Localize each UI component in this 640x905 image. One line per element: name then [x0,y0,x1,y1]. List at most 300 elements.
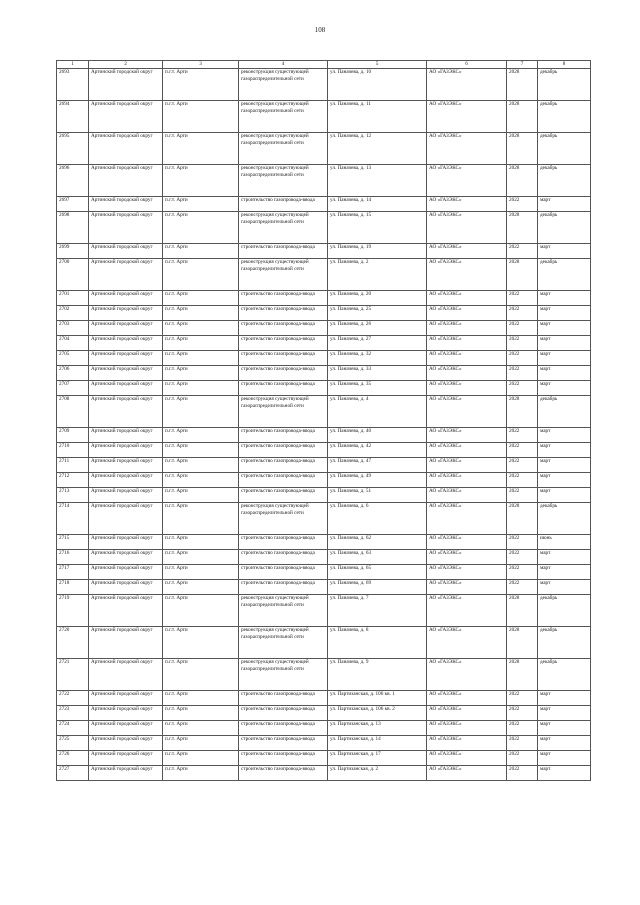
work-type-cell: строительство газопровода-ввода [239,321,328,336]
address-cell: ул. Паначева, д. 15 [328,212,427,244]
address-cell: ул. Паначева, д. 35 [328,381,427,396]
row-number: 2699 [57,244,89,259]
address-cell: ул. Паначева, д. 6 [328,503,427,535]
district-cell: Артинский городской округ [89,133,163,165]
table-row [57,197,591,212]
row-number: 2693 [57,69,89,101]
address-cell: ул. Паначева, д. 69 [328,580,427,595]
month-cell: декабрь [538,212,591,244]
month-cell: март [538,580,591,595]
locality-cell: п.г.т. Арти [163,212,239,244]
address-cell: ул. Паначева, д. 47 [328,458,427,473]
year-cell: 2028 [507,503,538,535]
locality-cell: п.г.т. Арти [163,473,239,488]
month-cell: март [538,736,591,751]
work-type-cell: строительство газопровода-ввода [239,580,328,595]
organization-cell: АО «ГАЗЭКС» [427,165,507,197]
row-number: 2696 [57,165,89,197]
month-cell: декабрь [538,396,591,428]
locality-cell: п.г.т. Арти [163,133,239,165]
row-number: 2716 [57,550,89,565]
row-number: 2715 [57,535,89,550]
organization-cell: АО «ГАЗЭКС» [427,366,507,381]
district-cell: Артинский городской округ [89,751,163,766]
table-row [57,766,591,781]
organization-cell: АО «ГАЗЭКС» [427,396,507,428]
year-cell: 2022 [507,336,538,351]
address-cell: ул. Паначева, д. 26 [328,321,427,336]
work-type-cell: реконструкция существующей газораспределительной сети [239,503,328,535]
organization-cell: АО «ГАЗЭКС» [427,580,507,595]
column-header: 1 [57,61,89,69]
column-header: 8 [538,61,591,69]
table-row [57,443,591,458]
district-cell: Артинский городской округ [89,396,163,428]
year-cell: 2028 [507,627,538,659]
year-cell: 2022 [507,766,538,781]
district-cell: Артинский городской округ [89,550,163,565]
work-type-cell: реконструкция существующей газораспределительной сети [239,595,328,627]
locality-cell: п.г.т. Арти [163,736,239,751]
district-cell: Артинский городской округ [89,291,163,306]
organization-cell: АО «ГАЗЭКС» [427,351,507,366]
month-cell: март [538,458,591,473]
row-number: 2703 [57,321,89,336]
locality-cell: п.г.т. Арти [163,535,239,550]
year-cell: 2022 [507,751,538,766]
table-row [57,133,591,165]
district-cell: Артинский городской округ [89,197,163,212]
district-cell: Артинский городской округ [89,659,163,691]
locality-cell: п.г.т. Арти [163,659,239,691]
address-cell: ул. Паначева, д. 63 [328,550,427,565]
address-cell: ул. Партизанская, д. 106 кв. 1 [328,691,427,706]
organization-cell: АО «ГАЗЭКС» [427,259,507,291]
table-row [57,473,591,488]
table-row [57,101,591,133]
district-cell: Артинский городской округ [89,336,163,351]
work-type-cell: строительство газопровода-ввода [239,736,328,751]
district-cell: Артинский городской округ [89,565,163,580]
row-number: 2710 [57,443,89,458]
address-cell: ул. Паначева, д. 42 [328,443,427,458]
year-cell: 2022 [507,488,538,503]
address-cell: ул. Паначева, д. 10 [328,69,427,101]
page-number: 108 [314,26,326,34]
year-cell: 2028 [507,165,538,197]
address-cell: ул. Паначева, д. 8 [328,627,427,659]
district-cell: Артинский городской округ [89,473,163,488]
month-cell: декабрь [538,69,591,101]
address-cell: ул. Паначева, д. 4 [328,396,427,428]
district-cell: Артинский городской округ [89,366,163,381]
month-cell: декабрь [538,133,591,165]
address-cell: ул. Паначева, д. 25 [328,306,427,321]
row-number: 2709 [57,428,89,443]
work-type-cell: строительство газопровода-ввода [239,706,328,721]
row-number: 2722 [57,691,89,706]
address-cell: ул. Паначева, д. 65 [328,565,427,580]
address-cell: ул. Паначева, д. 11 [328,101,427,133]
month-cell: март [538,351,591,366]
organization-cell: АО «ГАЗЭКС» [427,69,507,101]
year-cell: 2022 [507,721,538,736]
organization-cell: АО «ГАЗЭКС» [427,721,507,736]
work-type-cell: строительство газопровода-ввода [239,751,328,766]
district-cell: Артинский городской округ [89,165,163,197]
year-cell: 2022 [507,443,538,458]
month-cell: март [538,381,591,396]
table-row [57,659,591,691]
work-type-cell: реконструкция существующей газораспределительной сети [239,165,328,197]
district-cell: Артинский городской округ [89,535,163,550]
year-cell: 2022 [507,351,538,366]
row-number: 2712 [57,473,89,488]
table-row [57,488,591,503]
year-cell: 2022 [507,321,538,336]
organization-cell: АО «ГАЗЭКС» [427,443,507,458]
row-number: 2714 [57,503,89,535]
column-header: 2 [89,61,163,69]
year-cell: 2022 [507,366,538,381]
year-cell: 2022 [507,706,538,721]
locality-cell: п.г.т. Арти [163,244,239,259]
month-cell: июнь [538,535,591,550]
table-row [57,336,591,351]
row-number: 2726 [57,751,89,766]
month-cell: март [538,706,591,721]
table-header-row [57,61,591,69]
year-cell: 2022 [507,244,538,259]
locality-cell: п.г.т. Арти [163,550,239,565]
month-cell: март [538,306,591,321]
year-cell: 2022 [507,381,538,396]
address-cell: ул. Паначева, д. 20 [328,291,427,306]
work-type-cell: строительство газопровода-ввода [239,197,328,212]
locality-cell: п.г.т. Арти [163,458,239,473]
locality-cell: п.г.т. Арти [163,766,239,781]
address-cell: ул. Паначева, д. 19 [328,244,427,259]
locality-cell: п.г.т. Арти [163,627,239,659]
work-type-cell: строительство газопровода-ввода [239,766,328,781]
address-cell: ул. Паначева, д. 12 [328,133,427,165]
district-cell: Артинский городской округ [89,212,163,244]
locality-cell: п.г.т. Арти [163,321,239,336]
district-cell: Артинский городской округ [89,244,163,259]
organization-cell: АО «ГАЗЭКС» [427,550,507,565]
district-cell: Артинский городской округ [89,595,163,627]
row-number: 2701 [57,291,89,306]
month-cell: март [538,721,591,736]
organization-cell: АО «ГАЗЭКС» [427,488,507,503]
row-number: 2707 [57,381,89,396]
organization-cell: АО «ГАЗЭКС» [427,503,507,535]
table-row [57,244,591,259]
locality-cell: п.г.т. Арти [163,381,239,396]
work-type-cell: строительство газопровода-ввода [239,428,328,443]
year-cell: 2028 [507,396,538,428]
table-row [57,321,591,336]
year-cell: 2022 [507,428,538,443]
row-number: 2697 [57,197,89,212]
work-type-cell: реконструкция существующей газораспределительной сети [239,69,328,101]
row-number: 2725 [57,736,89,751]
organization-cell: АО «ГАЗЭКС» [427,197,507,212]
table-row [57,580,591,595]
work-type-cell: строительство газопровода-ввода [239,366,328,381]
month-cell: март [538,428,591,443]
district-cell: Артинский городской округ [89,736,163,751]
year-cell: 2028 [507,259,538,291]
month-cell: декабрь [538,627,591,659]
year-cell: 2022 [507,691,538,706]
month-cell: декабрь [538,165,591,197]
month-cell: декабрь [538,595,591,627]
organization-cell: АО «ГАЗЭКС» [427,428,507,443]
address-cell: ул. Паначева, д. 33 [328,366,427,381]
district-cell: Артинский городской округ [89,691,163,706]
schedule-table [56,60,591,781]
table-row [57,351,591,366]
locality-cell: п.г.т. Арти [163,306,239,321]
year-cell: 2022 [507,535,538,550]
work-type-cell: строительство газопровода-ввода [239,336,328,351]
locality-cell: п.г.т. Арти [163,351,239,366]
district-cell: Артинский городской округ [89,101,163,133]
column-header: 4 [239,61,328,69]
table-row [57,627,591,659]
district-cell: Артинский городской округ [89,306,163,321]
year-cell: 2022 [507,458,538,473]
organization-cell: АО «ГАЗЭКС» [427,321,507,336]
row-number: 2724 [57,721,89,736]
address-cell: ул. Паначева, д. 40 [328,428,427,443]
address-cell: ул. Паначева, д. 9 [328,659,427,691]
address-cell: ул. Партизанская, д. 14 [328,736,427,751]
work-type-cell: строительство газопровода-ввода [239,351,328,366]
row-number: 2717 [57,565,89,580]
locality-cell: п.г.т. Арти [163,197,239,212]
district-cell: Артинский городской округ [89,321,163,336]
work-type-cell: строительство газопровода-ввода [239,306,328,321]
address-cell: ул. Паначева, д. 51 [328,488,427,503]
year-cell: 2028 [507,69,538,101]
table-row [57,736,591,751]
month-cell: март [538,766,591,781]
row-number: 2727 [57,766,89,781]
work-type-cell: строительство газопровода-ввода [239,381,328,396]
work-type-cell: строительство газопровода-ввода [239,458,328,473]
locality-cell: п.г.т. Арти [163,101,239,133]
organization-cell: АО «ГАЗЭКС» [427,535,507,550]
month-cell: март [538,550,591,565]
address-cell: ул. Паначева, д. 32 [328,351,427,366]
month-cell: март [538,565,591,580]
year-cell: 2022 [507,565,538,580]
work-type-cell: реконструкция существующей газораспределительной сети [239,659,328,691]
month-cell: март [538,751,591,766]
row-number: 2719 [57,595,89,627]
table-row [57,691,591,706]
district-cell: Артинский городской округ [89,381,163,396]
address-cell: ул. Партизанская, д. 106 кв. 2 [328,706,427,721]
address-cell: ул. Партизанская, д. 17 [328,751,427,766]
organization-cell: АО «ГАЗЭКС» [427,706,507,721]
row-number: 2698 [57,212,89,244]
year-cell: 2022 [507,306,538,321]
table-row [57,259,591,291]
locality-cell: п.г.т. Арти [163,336,239,351]
month-cell: март [538,321,591,336]
table-row [57,212,591,244]
year-cell: 2028 [507,133,538,165]
district-cell: Артинский городской округ [89,351,163,366]
work-type-cell: реконструкция существующей газораспределительной сети [239,396,328,428]
table-row [57,366,591,381]
locality-cell: п.г.т. Арти [163,488,239,503]
organization-cell: АО «ГАЗЭКС» [427,458,507,473]
table-row [57,595,591,627]
row-number: 2708 [57,396,89,428]
month-cell: декабрь [538,503,591,535]
locality-cell: п.г.т. Арти [163,443,239,458]
month-cell: март [538,336,591,351]
address-cell: ул. Паначева, д. 14 [328,197,427,212]
organization-cell: АО «ГАЗЭКС» [427,336,507,351]
organization-cell: АО «ГАЗЭКС» [427,244,507,259]
address-cell: ул. Паначева, д. 2 [328,259,427,291]
district-cell: Артинский городской округ [89,488,163,503]
organization-cell: АО «ГАЗЭКС» [427,595,507,627]
locality-cell: п.г.т. Арти [163,691,239,706]
work-type-cell: строительство газопровода-ввода [239,565,328,580]
row-number: 2723 [57,706,89,721]
organization-cell: АО «ГАЗЭКС» [427,101,507,133]
work-type-cell: реконструкция существующей газораспределительной сети [239,627,328,659]
locality-cell: п.г.т. Арти [163,580,239,595]
organization-cell: АО «ГАЗЭКС» [427,766,507,781]
organization-cell: АО «ГАЗЭКС» [427,291,507,306]
organization-cell: АО «ГАЗЭКС» [427,691,507,706]
row-number: 2694 [57,101,89,133]
district-cell: Артинский городской округ [89,259,163,291]
row-number: 2720 [57,627,89,659]
row-number: 2702 [57,306,89,321]
year-cell: 2022 [507,197,538,212]
year-cell: 2028 [507,101,538,133]
locality-cell: п.г.т. Арти [163,69,239,101]
column-header: 6 [427,61,507,69]
organization-cell: АО «ГАЗЭКС» [427,473,507,488]
district-cell: Артинский городской округ [89,627,163,659]
year-cell: 2022 [507,550,538,565]
address-cell: ул. Паначева, д. 49 [328,473,427,488]
organization-cell: АО «ГАЗЭКС» [427,212,507,244]
column-header: 5 [328,61,427,69]
column-header: 7 [507,61,538,69]
organization-cell: АО «ГАЗЭКС» [427,133,507,165]
work-type-cell: строительство газопровода-ввода [239,550,328,565]
locality-cell: п.г.т. Арти [163,291,239,306]
district-cell: Артинский городской округ [89,721,163,736]
year-cell: 2028 [507,659,538,691]
locality-cell: п.г.т. Арти [163,165,239,197]
row-number: 2718 [57,580,89,595]
table-body [57,69,591,781]
month-cell: март [538,197,591,212]
year-cell: 2028 [507,595,538,627]
table-row [57,550,591,565]
row-number: 2700 [57,259,89,291]
table-row [57,306,591,321]
table-row [57,565,591,580]
month-cell: март [538,443,591,458]
table-row [57,396,591,428]
row-number: 2713 [57,488,89,503]
table-row [57,751,591,766]
month-cell: декабрь [538,659,591,691]
organization-cell: АО «ГАЗЭКС» [427,565,507,580]
month-cell: март [538,473,591,488]
year-cell: 2022 [507,580,538,595]
address-cell: ул. Партизанская, д. 13 [328,721,427,736]
table-row [57,721,591,736]
month-cell: декабрь [538,101,591,133]
address-cell: ул. Паначева, д. 62 [328,535,427,550]
column-header: 3 [163,61,239,69]
organization-cell: АО «ГАЗЭКС» [427,751,507,766]
work-type-cell: строительство газопровода-ввода [239,291,328,306]
work-type-cell: строительство газопровода-ввода [239,721,328,736]
work-type-cell: реконструкция существующей газораспределительной сети [239,259,328,291]
district-cell: Артинский городской округ [89,443,163,458]
work-type-cell: строительство газопровода-ввода [239,443,328,458]
month-cell: декабрь [538,259,591,291]
month-cell: март [538,488,591,503]
locality-cell: п.г.т. Арти [163,721,239,736]
table-row [57,381,591,396]
district-cell: Артинский городской округ [89,458,163,473]
address-cell: ул. Партизанская, д. 2 [328,766,427,781]
month-cell: март [538,291,591,306]
row-number: 2706 [57,366,89,381]
district-cell: Артинский городской округ [89,503,163,535]
work-type-cell: строительство газопровода-ввода [239,691,328,706]
locality-cell: п.г.т. Арти [163,751,239,766]
year-cell: 2022 [507,473,538,488]
month-cell: март [538,366,591,381]
district-cell: Артинский городской округ [89,428,163,443]
organization-cell: АО «ГАЗЭКС» [427,736,507,751]
locality-cell: п.г.т. Арти [163,259,239,291]
district-cell: Артинский городской округ [89,766,163,781]
work-type-cell: строительство газопровода-ввода [239,488,328,503]
work-type-cell: строительство газопровода-ввода [239,473,328,488]
address-cell: ул. Паначева, д. 7 [328,595,427,627]
table-row [57,428,591,443]
work-type-cell: реконструкция существующей газораспределительной сети [239,212,328,244]
table-row [57,503,591,535]
address-cell: ул. Паначева, д. 27 [328,336,427,351]
month-cell: март [538,244,591,259]
work-type-cell: реконструкция существующей газораспределительной сети [239,133,328,165]
row-number: 2705 [57,351,89,366]
locality-cell: п.г.т. Арти [163,366,239,381]
locality-cell: п.г.т. Арти [163,428,239,443]
locality-cell: п.г.т. Арти [163,595,239,627]
district-cell: Артинский городской округ [89,580,163,595]
work-type-cell: строительство газопровода-ввода [239,535,328,550]
